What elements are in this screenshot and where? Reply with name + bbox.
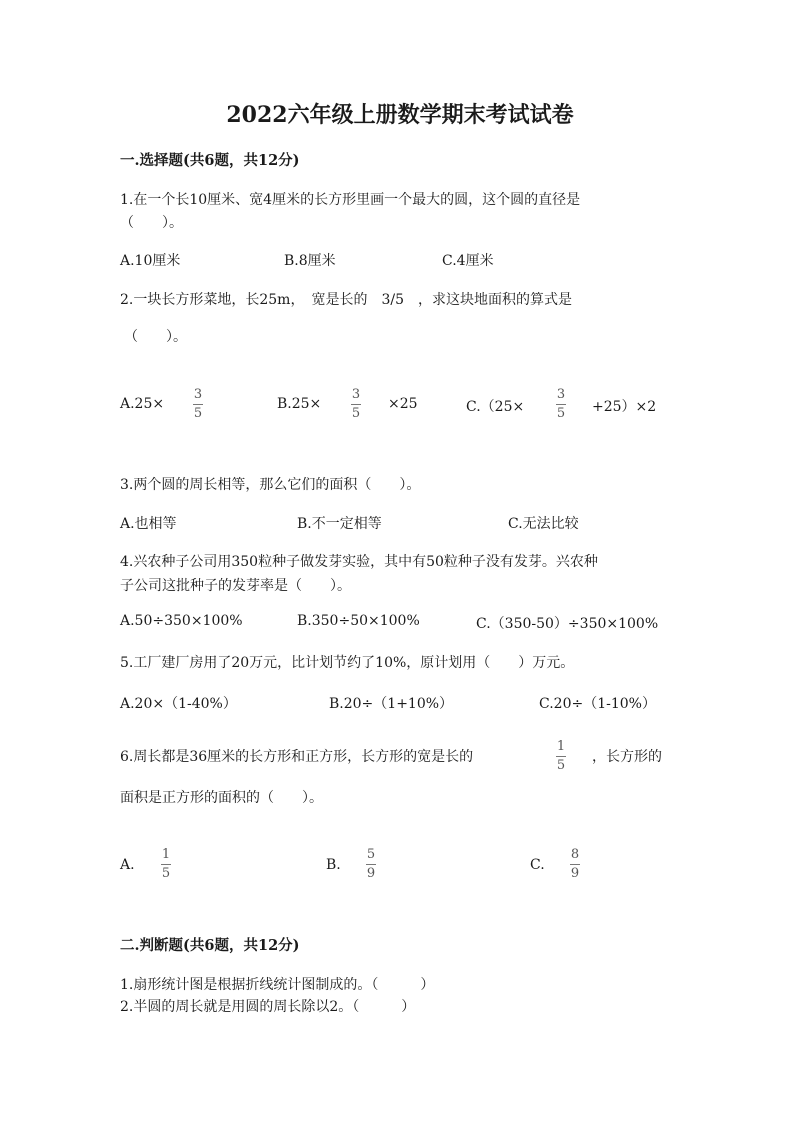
question-3-option-b[interactable]: B.不一定相等 [297, 516, 382, 532]
fraction-bar [351, 404, 361, 405]
fraction-denominator: 5 [351, 406, 361, 421]
judge-item-1: 1.扇形统计图是根据折线统计图制成的。（ ） [120, 977, 435, 993]
question-6-option-b-fraction [366, 848, 376, 881]
question-2-option-b-tail: ×25 [388, 396, 418, 412]
fraction-denominator: 5 [161, 866, 171, 881]
fraction-numerator: 3 [351, 387, 361, 402]
question-5-option-c[interactable]: C.20÷（1-10%） [539, 696, 656, 712]
question-5-option-a[interactable]: A.20×（1-40%） [120, 696, 237, 712]
question-6-line-2: 面积是正方形的面积的（ ）。 [120, 790, 323, 806]
question-2-option-a[interactable]: A.25× [120, 396, 165, 412]
fraction-bar [366, 864, 376, 865]
question-2-option-c-tail: +25）×2 [592, 399, 657, 415]
fraction-denominator: 5 [556, 758, 566, 773]
fraction-numerator: 1 [161, 847, 171, 862]
fraction-numerator: 1 [556, 739, 566, 754]
question-6-option-c[interactable]: C. [530, 857, 545, 873]
question-1-line-1: 1.在一个长10厘米、宽4厘米的长方形里画一个最大的圆，这个圆的直径是 [120, 192, 581, 208]
section-heading-choice: 一.选择题(共6题，共12分) [120, 152, 300, 169]
question-6-option-c-fraction [570, 848, 580, 881]
question-2-line-2: （ ）。 [124, 329, 187, 345]
fraction-denominator: 5 [193, 406, 203, 421]
question-6-stem-fraction [556, 740, 566, 773]
question-6-line-1: 6.周长都是36厘米的长方形和正方形，长方形的宽是长的 [120, 749, 474, 765]
section-heading-true-false: 二.判断题(共6题，共12分) [120, 937, 300, 954]
question-2-option-c-fraction [556, 388, 566, 421]
question-4-option-a[interactable]: A.50÷350×100% [120, 613, 243, 629]
fraction-numerator: 3 [556, 387, 566, 402]
question-6-line-1-tail: ，长方形的 [592, 749, 662, 765]
question-4-line-2: 子公司这批种子的发芽率是（ ）。 [120, 578, 351, 594]
question-2-line-1: 2.一块长方形菜地，长25m， 宽是长的 3/5 ，求这块地面积的算式是 [120, 292, 572, 308]
fraction-denominator: 9 [366, 866, 376, 881]
question-1-option-a[interactable]: A.10厘米 [120, 253, 181, 269]
question-3-option-c[interactable]: C.无法比较 [508, 516, 579, 532]
question-2-option-b[interactable]: B.25× [277, 396, 322, 412]
judge-item-2: 2.半圆的周长就是用圆的周长除以2。（ ） [120, 999, 416, 1015]
question-4-line-1: 4.兴农种子公司用350粒种子做发芽实验，其中有50粒种子没有发芽。兴农种 [120, 554, 598, 570]
question-1-option-c[interactable]: C.4厘米 [442, 253, 494, 269]
fraction-bar [161, 864, 171, 865]
question-5-option-b[interactable]: B.20÷（1+10%） [329, 696, 454, 712]
question-1-option-b[interactable]: B.8厘米 [284, 253, 336, 269]
fraction-numerator: 3 [193, 387, 203, 402]
question-6-option-a[interactable]: A. [120, 857, 135, 873]
question-2-option-b-fraction [351, 388, 361, 421]
question-5-line-1: 5.工厂建厂房用了20万元，比计划节约了10%，原计划用（ ）万元。 [120, 655, 575, 671]
fraction-denominator: 5 [556, 406, 566, 421]
fraction-bar [556, 404, 566, 405]
question-2-option-a-fraction [193, 388, 203, 421]
question-2-option-c[interactable]: C.（25× [466, 399, 525, 415]
question-1-line-2: （ ）。 [120, 215, 183, 231]
question-3-line-1: 3.两个圆的周长相等，那么它们的面积（ ）。 [120, 477, 421, 493]
fraction-bar [193, 404, 203, 405]
fraction-numerator: 5 [366, 847, 376, 862]
question-6-option-a-fraction [161, 848, 171, 881]
fraction-bar [556, 756, 566, 757]
question-3-option-a[interactable]: A.也相等 [120, 516, 177, 532]
fraction-denominator: 9 [570, 866, 580, 881]
question-4-option-c[interactable]: C.（350-50）÷350×100% [476, 616, 659, 632]
page-title: 2022六年级上册数学期末考试试卷 [226, 102, 574, 128]
fraction-bar [570, 864, 580, 865]
fraction-numerator: 8 [570, 847, 580, 862]
question-4-option-b[interactable]: B.350÷50×100% [297, 613, 420, 629]
question-6-option-b[interactable]: B. [326, 857, 341, 873]
